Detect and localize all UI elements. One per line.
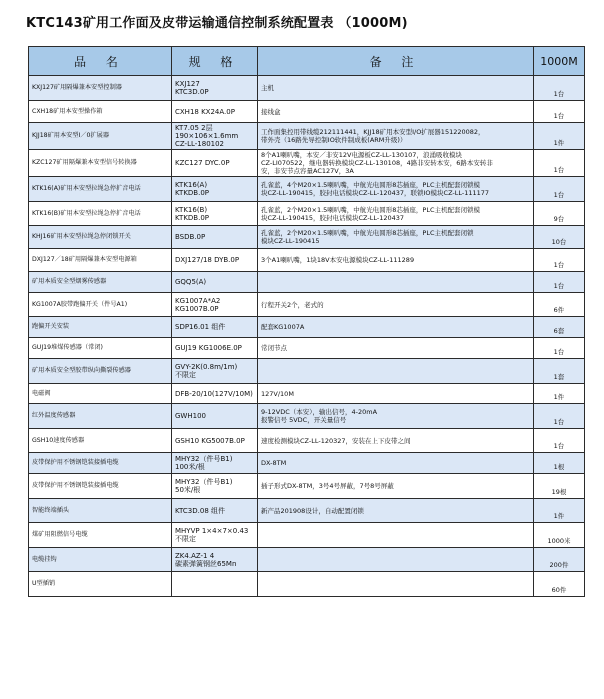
cell-note (258, 474, 534, 499)
spec-line: KTKDB.0P (175, 213, 210, 222)
spec-line: KTKDB.0P (175, 189, 210, 197)
spec-line: KT7.05 2层 (175, 124, 213, 132)
spec-line: KG1007A*A2 (175, 296, 221, 305)
spec-line: KG1007B.0P (175, 304, 219, 313)
table-row (29, 317, 585, 338)
cell-name: KG1007A胶带跑偏开关（件号A1) (29, 293, 172, 317)
cell-qty: 1件 (534, 384, 585, 404)
header-name: 品 名 (29, 47, 172, 76)
cell-name: 皮带保护用不锈钢铠装接插电缆 (29, 474, 172, 499)
cell-note (258, 101, 534, 123)
cell-name: 电缆挂钩 (29, 548, 172, 572)
cell-spec (172, 429, 258, 453)
cell-qty: 200件 (534, 548, 585, 572)
note-line: 9-12VDC（本安），输出信号，4-20mA (261, 408, 378, 416)
cell-qty: 10台 (534, 226, 585, 249)
cell-note (258, 123, 534, 150)
header-qty: 1000M (534, 47, 585, 76)
spec-line: KXJ127 (175, 80, 200, 88)
spec-line: BSDB.0P (175, 233, 206, 241)
cell-note (258, 548, 534, 572)
cell-qty: 1台 (534, 429, 585, 453)
cell-note (258, 384, 534, 404)
cell-note (258, 572, 534, 597)
cell-name: 跑偏开关安装 (29, 317, 172, 338)
cell-qty: 1台 (534, 249, 585, 272)
cell-name: KTK16(B)矿用本安型拉绳急停扩音电话 (29, 202, 172, 226)
table-row (29, 404, 585, 429)
cell-spec (172, 177, 258, 202)
cell-name: 皮带保护用不锈钢铠装接插电缆 (29, 453, 172, 474)
header-spec: 规 格 (172, 47, 258, 76)
cell-spec (172, 548, 258, 572)
cell-qty: 1根 (534, 453, 585, 474)
table-body (29, 76, 585, 597)
note-line: 3个A1喇叭嘴，1块18V本安电源模块CZ-LL-111289 (261, 256, 415, 264)
note-line: 127V/10M (261, 389, 294, 398)
cell-note (258, 404, 534, 429)
cell-qty: 1台 (534, 101, 585, 123)
spec-line: KTC3D.0P (175, 88, 209, 96)
cell-qty: 1件 (534, 123, 585, 150)
spec-line: GUJ19 KG1006E.0P (175, 344, 242, 352)
table-header-row (29, 47, 585, 76)
cell-note (258, 249, 534, 272)
cell-qty: 6件 (534, 293, 585, 317)
table-row (29, 499, 585, 523)
spec-line: MHY32（件号B1) (175, 455, 233, 463)
cell-note (258, 272, 534, 293)
note-line: 模块CZ-LL-190415 (261, 237, 320, 245)
note-line: 孔雀蓝，2个M20×1.5喇叭嘴，中航光电圆形8芯插座，PLC主机配套闭锁模 (261, 205, 481, 214)
table-row (29, 453, 585, 474)
cell-qty: 60件 (534, 572, 585, 597)
cell-name: KTK16(A)矿用本安型拉绳急停扩音电话 (29, 177, 172, 202)
note-line: 接线盒 (261, 107, 281, 116)
cell-name: 矿用本质安全型烟雾传感器 (29, 272, 172, 293)
cell-name: KXJ127矿用隔爆兼本安型控制器 (29, 76, 172, 101)
cell-qty: 6套 (534, 317, 585, 338)
note-line: 报警信号 5VDC，开关量信号 (261, 416, 347, 424)
cell-spec (172, 150, 258, 177)
spec-line: 不限定 (175, 535, 196, 543)
cell-name: KZC127矿用隔爆兼本安型信号转换器 (29, 150, 172, 177)
cell-qty: 1件 (534, 499, 585, 523)
note-line: 行程开关2个，老式的 (261, 300, 324, 309)
spec-line: 不限定 (175, 371, 196, 379)
note-line: DX-8TM (261, 459, 287, 467)
table-row (29, 572, 585, 597)
cell-note (258, 177, 534, 202)
note-line: 孔雀蓝，4个M20×1.5喇叭嘴，中航光电圆形8芯插座，PLC主机配套闭锁模 (261, 181, 481, 189)
table-row (29, 226, 585, 249)
cell-spec (172, 523, 258, 548)
cell-name: 红外温度传感器 (29, 404, 172, 429)
table-row (29, 272, 585, 293)
spec-line: 50米/根 (175, 486, 201, 494)
note-line: 带外壳（16路先导控制IO软件制成板(ARM升级)） (261, 136, 407, 144)
cell-spec (172, 384, 258, 404)
note-line: 插子形式DX-8TM，3号4号屏蔽，7号8号屏蔽 (261, 482, 394, 490)
table-row (29, 150, 585, 177)
cell-note (258, 429, 534, 453)
spec-line: GVY-2K(0.8m/1m) (175, 363, 238, 371)
spec-line: MHYVP 1×4×7×0.43 (175, 527, 249, 535)
cell-spec (172, 499, 258, 523)
cell-note (258, 523, 534, 548)
cell-qty: 1台 (534, 272, 585, 293)
cell-qty: 1台 (534, 404, 585, 429)
table-row (29, 177, 585, 202)
spec-line: CXH18 KX24A.0P (175, 107, 235, 116)
cell-spec (172, 359, 258, 384)
cell-note (258, 226, 534, 249)
spec-line: KTK16(B) (175, 205, 208, 214)
table-row (29, 429, 585, 453)
table-row (29, 249, 585, 272)
cell-note (258, 499, 534, 523)
cell-qty: 1台 (534, 338, 585, 359)
note-line: CZ-LI070522，继电器转换模块CZ-LL-130108，4路非安转本安，6路本安转非 (261, 159, 493, 167)
cell-note (258, 293, 534, 317)
cell-spec (172, 317, 258, 338)
table-row (29, 76, 585, 101)
spec-line: SDP16.01 组件 (175, 323, 226, 331)
spec-line: 190×106×1.6mm (175, 132, 239, 140)
table-row (29, 101, 585, 123)
cell-qty: 1台 (534, 177, 585, 202)
spec-line: KZC127 DYC.0P (175, 159, 230, 167)
cell-spec (172, 453, 258, 474)
cell-spec (172, 101, 258, 123)
spec-line: 碳素弹簧钢丝65Mn (175, 559, 237, 568)
table-row (29, 338, 585, 359)
table-row (29, 202, 585, 226)
spec-line: MHY32（件号B1) (175, 478, 233, 486)
note-line: 常闭节点 (261, 344, 287, 352)
cell-spec (172, 572, 258, 597)
cell-qty: 1台 (534, 150, 585, 177)
cell-name: CXH18矿用本安型操作箱 (29, 101, 172, 123)
spec-line: CZ-LL-180102 (175, 140, 225, 148)
spec-line: KTC3D.08 组件 (175, 506, 226, 515)
cell-name: 智能终端插头 (29, 499, 172, 523)
cell-qty: 1台 (534, 76, 585, 101)
spec-line: DXJ127/18 DYB.0P (175, 256, 240, 264)
note-line: 8个A1喇叭嘴，本安／非安12V电源板CZ-LL-130107，浪涌吸收模块 (261, 151, 462, 159)
cell-name: KJJ18矿用本安型I／0扩展器 (29, 123, 172, 150)
note-line: 速度检测模块CZ-LL-120327，安装在上下皮带之间 (261, 436, 411, 445)
cell-spec (172, 404, 258, 429)
cell-name: U型插销 (29, 572, 172, 597)
table-row (29, 123, 585, 150)
cell-name: 矿用本质安全型胶带纵向撕裂传感器 (29, 359, 172, 384)
spec-line: 100米/根 (175, 463, 205, 471)
spec-line: DFB-20/10(127V/10M) (175, 389, 253, 398)
cell-qty: 9台 (534, 202, 585, 226)
spec-line: GQQ5(A) (175, 278, 207, 286)
cell-spec (172, 293, 258, 317)
spec-line: ZK4.AZ-1 4 (175, 551, 215, 560)
header-note: 备 注 (258, 47, 534, 76)
table-row (29, 384, 585, 404)
spec-line: KTK16(A) (175, 181, 208, 189)
cell-qty: 1套 (534, 359, 585, 384)
note-line: 块CZ-LL-190415，胶封电话模块CZ-LL-120437，联锁IO模块CZ-LL-111177 (261, 189, 490, 197)
note-line: 块CZ-LL-190415，胶封电话模块CZ-LL-120437 (261, 213, 405, 222)
spec-line: GWH100 (175, 412, 206, 420)
cell-name: GSH10速度传感器 (29, 429, 172, 453)
cell-note (258, 317, 534, 338)
note-line: 孔雀蓝，2个M20×1.5喇叭嘴，中航光电圆形8芯插座，PLC主机配套闭锁 (261, 229, 474, 237)
cell-name: 煤矿用阻燃信号电缆 (29, 523, 172, 548)
configuration-table (28, 46, 585, 597)
table-row (29, 474, 585, 499)
cell-name: DXJ127／18矿用隔爆兼本安型电源箱 (29, 249, 172, 272)
table-row (29, 293, 585, 317)
cell-spec (172, 474, 258, 499)
cell-spec (172, 202, 258, 226)
cell-note (258, 359, 534, 384)
cell-spec (172, 123, 258, 150)
cell-spec (172, 272, 258, 293)
cell-name: 电磁阀 (29, 384, 172, 404)
cell-note (258, 453, 534, 474)
note-line: 主机 (261, 84, 274, 92)
table-row (29, 548, 585, 572)
cell-qty: 19根 (534, 474, 585, 499)
note-line: 配套KG1007A (261, 323, 305, 331)
table-row (29, 523, 585, 548)
cell-spec (172, 338, 258, 359)
note-line: 安，非安节点容量AC127V，3A (261, 167, 354, 175)
cell-spec (172, 249, 258, 272)
document-title: KTC143矿用工作面及皮带运输通信控制系统配置表 （1000M) (26, 16, 408, 31)
cell-spec (172, 226, 258, 249)
cell-note (258, 338, 534, 359)
cell-name: GUJ19堆煤传感器（常闭) (29, 338, 172, 359)
cell-note (258, 150, 534, 177)
spec-line: GSH10 KG5007B.0P (175, 436, 245, 445)
table-row (29, 359, 585, 384)
cell-qty: 1000米 (534, 523, 585, 548)
note-line: 工作面集控用带线缆212111441，KJJ18矿用本安型I/O扩展器151220082， (261, 128, 485, 136)
cell-name: KHJ16矿用本安型拉绳急停闭锁开关 (29, 226, 172, 249)
cell-spec (172, 76, 258, 101)
note-line: 新产品201908设计，自动配置闭锁 (261, 506, 364, 515)
cell-note (258, 76, 534, 101)
cell-note (258, 202, 534, 226)
